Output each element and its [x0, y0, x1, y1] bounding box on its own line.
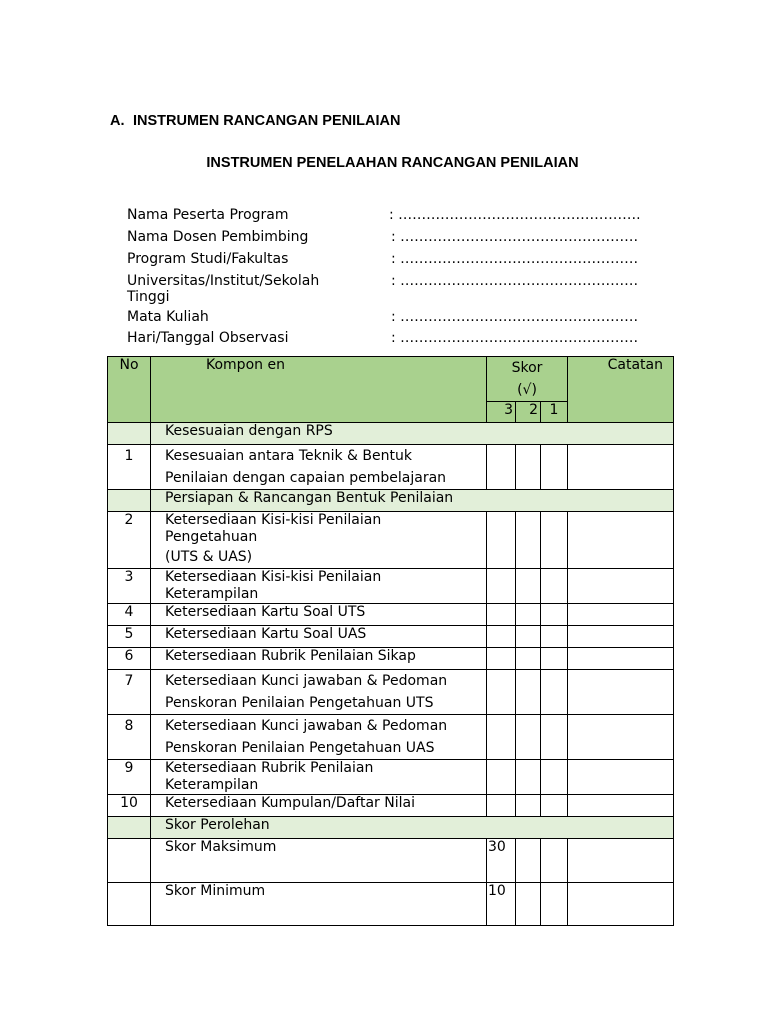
table-row — [108, 760, 674, 795]
catatan-cell[interactable] — [568, 839, 674, 883]
score-cell[interactable] — [487, 648, 516, 670]
header-checkmark: (√) — [517, 382, 537, 398]
header-skor-label: Skor — [511, 360, 543, 376]
field-value: : …………………………………………… — [391, 251, 639, 267]
summary-row — [108, 883, 674, 926]
section-label: Persiapan & Rancangan Bentuk Penilaian — [151, 490, 674, 512]
score-cell[interactable] — [541, 839, 568, 883]
row-number: 6 — [108, 648, 151, 670]
row-component: Ketersediaan Kartu Soal UAS — [151, 626, 487, 648]
score-cell[interactable] — [541, 760, 568, 795]
row-text: Ketersediaan Kunci jawaban & Pedoman — [165, 673, 448, 689]
field-label: Universitas/Institut/Sekolah Tinggi — [127, 273, 320, 305]
catatan-cell[interactable] — [568, 569, 674, 604]
row-number: 7 — [108, 670, 151, 715]
summary-score: 30 — [487, 839, 516, 883]
section-label: Skor Perolehan — [151, 817, 674, 839]
score-cell[interactable] — [541, 604, 568, 626]
summary-label: Skor Minimum — [151, 883, 487, 926]
table-row — [108, 670, 674, 715]
row-number: 10 — [108, 795, 151, 817]
empty-cell — [108, 817, 151, 839]
score-cell[interactable] — [516, 626, 541, 648]
section-label: Kesesuaian dengan RPS — [151, 423, 674, 445]
score-cell[interactable] — [516, 795, 541, 817]
score-cell[interactable] — [516, 445, 541, 490]
score-cell[interactable] — [516, 569, 541, 604]
score-cell[interactable] — [516, 670, 541, 715]
catatan-cell[interactable] — [568, 795, 674, 817]
header-skor — [487, 357, 568, 402]
section-row — [108, 490, 674, 512]
field-value: : …………………………………………… — [391, 309, 639, 325]
row-text: Ketersediaan Kisi-kisi Penilaian — [165, 569, 382, 585]
section-row — [108, 817, 674, 839]
row-number: 5 — [108, 626, 151, 648]
section-row — [108, 423, 674, 445]
header-score-2: 2 — [516, 402, 541, 423]
section-title: INSTRUMEN RANCANGAN PENILAIAN — [133, 113, 401, 129]
field-label: Nama Peserta Program — [127, 207, 289, 223]
assessment-table — [107, 356, 674, 926]
row-text: Keterampilan — [165, 586, 259, 602]
catatan-cell[interactable] — [568, 670, 674, 715]
empty-cell — [108, 839, 151, 883]
header-score-3: 3 — [487, 402, 516, 423]
row-component: Ketersediaan Rubrik Penilaian Sikap — [151, 648, 487, 670]
score-cell[interactable] — [541, 715, 568, 760]
row-text: Penskoran Penilaian Pengetahuan UTS — [165, 695, 434, 711]
score-cell[interactable] — [516, 883, 541, 926]
row-number: 2 — [108, 512, 151, 569]
row-text: (UTS & UAS) — [165, 549, 253, 565]
row-text: Ketersediaan Kunci jawaban & Pedoman — [165, 718, 448, 734]
catatan-cell[interactable] — [568, 512, 674, 569]
score-cell[interactable] — [516, 839, 541, 883]
field-value: : …………………………………………… — [391, 229, 639, 245]
catatan-cell[interactable] — [568, 604, 674, 626]
catatan-cell[interactable] — [568, 445, 674, 490]
score-cell[interactable] — [487, 795, 516, 817]
header-score-1: 1 — [541, 402, 568, 423]
summary-score: 10 — [487, 883, 516, 926]
score-cell[interactable] — [516, 648, 541, 670]
score-cell[interactable] — [516, 512, 541, 569]
table-row — [108, 715, 674, 760]
row-number: 8 — [108, 715, 151, 760]
catatan-cell[interactable] — [568, 760, 674, 795]
row-number: 9 — [108, 760, 151, 795]
row-number: 4 — [108, 604, 151, 626]
row-text: Pengetahuan — [165, 529, 258, 545]
empty-cell — [108, 883, 151, 926]
row-component: Ketersediaan Kartu Soal UTS — [151, 604, 487, 626]
field-label: Hari/Tanggal Observasi — [127, 330, 289, 346]
score-cell[interactable] — [487, 626, 516, 648]
catatan-cell[interactable] — [568, 883, 674, 926]
score-cell[interactable] — [541, 795, 568, 817]
table-row — [108, 648, 674, 670]
row-component — [151, 569, 487, 604]
row-component: Ketersediaan Kumpulan/Daftar Nilai — [151, 795, 487, 817]
summary-label: Skor Maksimum — [151, 839, 487, 883]
row-text: Kesesuaian antara Teknik & Bentuk — [165, 448, 412, 464]
score-cell[interactable] — [541, 670, 568, 715]
empty-cell — [108, 423, 151, 445]
score-cell[interactable] — [541, 648, 568, 670]
score-cell[interactable] — [541, 445, 568, 490]
row-component — [151, 512, 487, 569]
header-no: No — [108, 357, 151, 423]
field-value: : ……………………………………………. — [389, 207, 641, 223]
score-cell[interactable] — [541, 883, 568, 926]
section-letter: A. — [110, 113, 125, 129]
score-cell[interactable] — [487, 670, 516, 715]
score-cell[interactable] — [516, 715, 541, 760]
row-text: Ketersediaan Kisi-kisi Penilaian — [165, 512, 382, 528]
field-value: : …………………………………………… — [391, 330, 639, 346]
score-cell[interactable] — [487, 715, 516, 760]
field-label: Nama Dosen Pembimbing — [127, 229, 309, 245]
score-cell[interactable] — [541, 569, 568, 604]
empty-cell — [108, 490, 151, 512]
header-catatan: Catatan — [568, 357, 674, 423]
score-cell[interactable] — [516, 604, 541, 626]
score-cell[interactable] — [487, 512, 516, 569]
score-cell[interactable] — [541, 626, 568, 648]
document-title: INSTRUMEN PENELAAHAN RANCANGAN PENILAIAN — [206, 155, 579, 171]
score-cell[interactable] — [487, 604, 516, 626]
row-component — [151, 760, 487, 795]
row-number: 1 — [108, 445, 151, 490]
catatan-cell[interactable] — [568, 715, 674, 760]
row-text: Keterampilan — [165, 777, 259, 793]
row-component — [151, 670, 487, 715]
table-row — [108, 626, 674, 648]
score-cell[interactable] — [516, 760, 541, 795]
catatan-cell[interactable] — [568, 626, 674, 648]
row-number: 3 — [108, 569, 151, 604]
table-row — [108, 604, 674, 626]
row-text: Ketersediaan Rubrik Penilaian — [165, 760, 374, 776]
row-component — [151, 715, 487, 760]
table-row — [108, 795, 674, 817]
section-heading — [110, 113, 400, 129]
table-row — [108, 512, 674, 569]
row-text: Penskoran Penilaian Pengetahuan UAS — [165, 740, 435, 756]
score-cell[interactable] — [541, 512, 568, 569]
field-label: Program Studi/Fakultas — [127, 251, 289, 267]
field-label: Mata Kuliah — [127, 309, 209, 325]
table-row — [108, 445, 674, 490]
score-cell[interactable] — [487, 760, 516, 795]
score-cell[interactable] — [487, 569, 516, 604]
row-component — [151, 445, 487, 490]
summary-row — [108, 839, 674, 883]
table-row — [108, 569, 674, 604]
field-value: : …………………………………………… — [391, 273, 639, 289]
row-text: Penilaian dengan capaian pembelajaran — [165, 470, 447, 486]
header-komponen: Kompon en — [151, 357, 487, 423]
catatan-cell[interactable] — [568, 648, 674, 670]
score-cell[interactable] — [487, 445, 516, 490]
